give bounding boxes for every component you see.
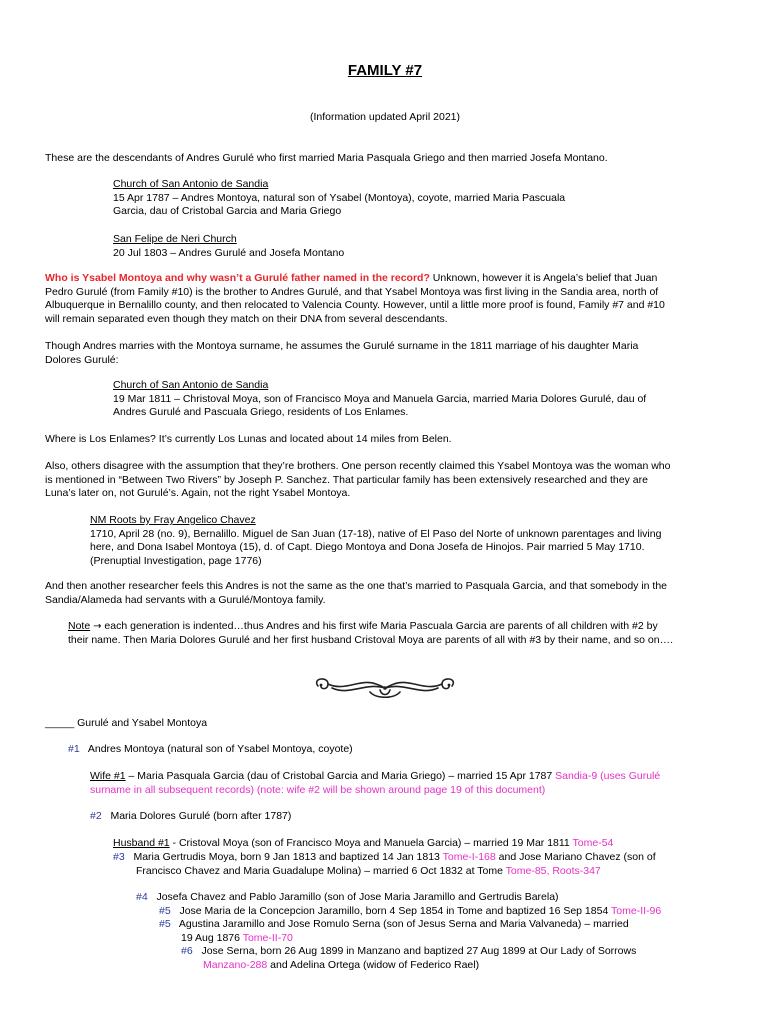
generation-text: Jose Maria de la Concepcion Jaramillo, born 4 Sep 1854 in Tome and baptized 16 Sep 1854: [179, 905, 612, 917]
record-source: Church of San Antonio de Sandia: [113, 178, 269, 190]
record-line: Andres Gurulé and Pascuala Griego, residents of Los Enlames.: [113, 406, 409, 419]
generation-text: Jose Serna, born 26 Aug 1899 in Manzano and baptized 27 Aug 1899 at Our Lady of Sorrows: [201, 945, 637, 957]
husband-1-entry: [113, 837, 733, 851]
paragraph-line: Luna’s later on, not Gurulé’s. Again, not the right Ysabel Montoya.: [45, 487, 351, 500]
reference-link[interactable]: Sandia-9 (uses Gurulé: [555, 770, 661, 782]
paragraph-line: each generation is indented…thus Andres and his first wife Maria Pascuala Garcia are parents of all children with #2 by: [101, 620, 658, 632]
spouse-label: Wife #1: [90, 770, 126, 782]
record-sandia-1787: [113, 178, 713, 219]
question-text: Pedro Gurulé (from Family #10) is the brother to Andres Gurulé, and that Ysabel Montoya was first living in the Sandia area, north of: [45, 285, 659, 298]
generation-text: and Adelina Ortega (widow of Federico Rael): [267, 958, 480, 971]
generation-number: #4: [136, 891, 148, 903]
paragraph-line: Also, others disagree with the assumption that they’re brothers. One person recently claimed this Ysabel Montoya was the woman who: [45, 460, 671, 472]
spouse-text: - Cristoval Moya (son of Francisco Moya and Manuela Garcia) – married 19 Mar 1811: [169, 837, 573, 849]
question-text: will remain separated even though they match on their DNA from several descendants.: [45, 312, 448, 325]
record-line: Garcia, dau of Cristobal Garcia and Maria Griego: [113, 205, 342, 218]
reference-link[interactable]: Tome-II-96: [611, 905, 662, 917]
reference-link[interactable]: Manzano-288: [203, 958, 268, 971]
record-line: 19 Mar 1811 – Christoval Moya, son of Francisco Moya and Manuela Garcia, married Maria Dolores Gurulé, dau of: [113, 392, 647, 405]
question-heading: Who is Ysabel Montoya and why wasn’t a Gurulé father named in the record?: [45, 272, 430, 284]
generation-number: #6: [181, 945, 193, 957]
reference-link[interactable]: Tome-II-70: [242, 931, 293, 944]
generation-number: #5: [159, 905, 171, 917]
paragraph-line: Sandia/Alameda had servants with a Gurulé/Montoya family.: [45, 593, 326, 606]
record-san-felipe-1803: [113, 233, 713, 260]
generation-number: #3: [113, 851, 125, 863]
generation-5b: [159, 918, 749, 945]
also-paragraph: [45, 460, 725, 501]
generation-text: 19 Aug 1876: [181, 931, 243, 944]
generation-text: Andres Montoya (natural son of Ysabel Montoya, coyote): [87, 743, 353, 755]
record-line: 15 Apr 1787 – Andres Montoya, natural son of Ysabel (Montoya), coyote, married Maria Pascuala: [113, 191, 566, 204]
reference-link[interactable]: Tome-54: [572, 837, 614, 849]
generation-text: and Jose Mariano Chavez (son of: [495, 851, 656, 863]
paragraph-line: their name. Then Maria Dolores Gurulé and her first husband Cristoval Moya are parents of all with #3 by their name, and so on….: [68, 633, 674, 646]
record-source: San Felipe de Neri Church: [113, 233, 237, 245]
paragraph-line: Dolores Gurulé:: [45, 353, 119, 366]
another-paragraph: [45, 580, 725, 607]
enlames-paragraph: Where is Los Enlames? It’s currently Los Lunas and located about 14 miles from Belen.: [45, 433, 452, 445]
arrow-right-icon: →: [93, 621, 102, 632]
generation-number: #2: [90, 810, 102, 822]
flourish-ornament-icon: [310, 672, 460, 702]
generation-6: [181, 945, 751, 972]
paragraph-line: Though Andres marries with the Montoya surname, he assumes the Gurulé surname in the 1811 marriage of his daughter Maria: [45, 340, 639, 352]
question-text: Unknown, however it is Angela’s belief that Juan: [429, 272, 658, 284]
generation-4: [136, 891, 736, 905]
generation-text: Francisco Chavez and Maria Guadalupe Molina) – married 6 Oct 1832 at Tome: [136, 864, 506, 877]
question-paragraph: [45, 272, 725, 326]
wife-1-entry: [90, 770, 730, 797]
surname-paragraph: [45, 340, 725, 367]
generation-2: [90, 810, 730, 824]
note-paragraph: [68, 620, 728, 647]
generation-3: [113, 851, 733, 878]
note-label: Note: [68, 620, 91, 632]
generation-text: Josefa Chavez and Pablo Jaramillo (son of Jose Maria Jaramillo and Gertrudis Barela): [156, 891, 559, 903]
record-line: (Prenuptial Investigation, page 1776): [90, 554, 262, 567]
generation-number: #1: [68, 743, 80, 755]
generation-text: Maria Gertrudis Moya, born 9 Jan 1813 and baptized 14 Jan 1813: [133, 851, 443, 863]
generation-number: #5: [159, 918, 171, 930]
reference-note: surname in all subsequent records) (note: wife #2 will be shown around page 19 of this document): [90, 783, 546, 796]
generation-text: Agustina Jaramillo and Jose Romulo Serna (son of Jesus Serna and Maria Valvaneda) – married: [178, 918, 629, 930]
record-source: NM Roots by Fray Angelico Chavez: [90, 514, 256, 526]
generation-5a: [159, 905, 749, 919]
record-nm-roots: [90, 514, 720, 568]
intro-paragraph: These are the descendants of Andres Gurulé who first married Maria Pasquala Griego and then married Josefa Montano.: [45, 152, 608, 164]
generation-1: [68, 743, 728, 757]
spouse-label: Husband #1: [113, 837, 170, 849]
updated-note: (Information updated April 2021): [309, 111, 460, 123]
reference-link[interactable]: Tome-I-168: [442, 851, 496, 863]
tree-root: _____ Gurulé and Ysabel Montoya: [45, 717, 208, 729]
record-line: 20 Jul 1803 – Andres Gurulé and Josefa Montano: [113, 246, 345, 259]
record-sandia-1811: [113, 379, 713, 420]
record-line: 1710, April 28 (no. 9), Bernalillo. Miguel de San Juan (17-18), native of El Paso del Norte of unknown parentages and living: [90, 527, 662, 540]
generation-text: Maria Dolores Gurulé (born after 1787): [110, 810, 292, 822]
record-line: here, and Dona Isabel Montoya (15), d. of Capt. Diego Montoya and Dona Josefa de Hinojos. Pair married 5 May 1710.: [90, 541, 645, 554]
record-source: Church of San Antonio de Sandia: [113, 379, 269, 391]
question-text: Albuquerque in Bernalillo county, and then relocated to Valencia County. However, until a little more proof is found, Family #7 and #10: [45, 299, 665, 312]
paragraph-line: is mentioned in “Between Two Rivers” by Joseph P. Sanchez. That particular family has been extensively researched and they are: [45, 473, 648, 486]
reference-link[interactable]: Tome-85, Roots-347: [505, 864, 601, 877]
paragraph-line: And then another researcher feels this Andres is not the same as the one that’s married to Pasquala Garcia, and that somebody in the: [45, 580, 668, 592]
spouse-text: – Maria Pasquala Garcia (dau of Cristobal Garcia and Maria Griego) – married 15 Apr 1787: [125, 770, 556, 782]
page-title: FAMILY #7: [347, 62, 423, 79]
